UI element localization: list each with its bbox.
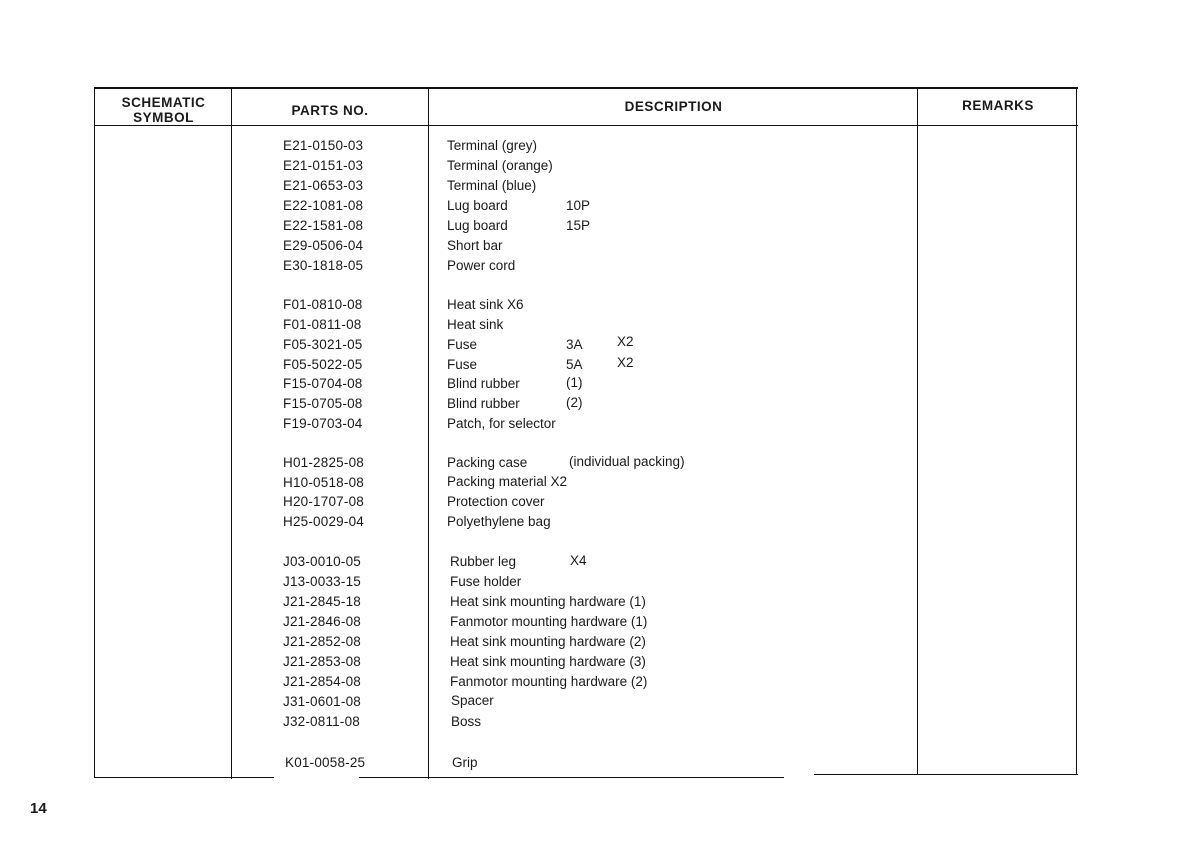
part-spec: 10P [566, 198, 591, 213]
part-spec: (individual packing) [569, 454, 685, 469]
part-description: Lug board [447, 198, 508, 213]
part-quantity: X2 [617, 334, 634, 349]
part-number: J13-0033-15 [283, 574, 362, 589]
part-description: Blind rubber [447, 396, 520, 411]
part-number: E22-1581-08 [283, 218, 364, 233]
part-description: Grip [452, 755, 478, 770]
part-spec: (1) [566, 375, 583, 390]
part-description: Lug board [447, 218, 508, 233]
part-description: Heat sink [447, 317, 504, 332]
part-spec: X4 [570, 553, 587, 568]
part-number: J32-0811-08 [283, 714, 361, 729]
bottom-border-middle [359, 777, 784, 778]
part-spec: 15P [566, 218, 591, 233]
part-description: Fanmotor mounting hardware (1) [450, 614, 648, 629]
part-number: E22-1081-08 [283, 198, 364, 213]
part-description: Fuse [447, 357, 478, 372]
part-description: Patch, for selector [447, 416, 556, 431]
bottom-border-right [814, 774, 1078, 775]
column-divider-parts [428, 87, 429, 779]
part-description: Power cord [447, 258, 516, 273]
header-parts-no: PARTS NO. [291, 103, 369, 118]
part-description: Spacer [451, 693, 494, 708]
parts-list-table [94, 87, 1078, 775]
part-description: Short bar [447, 238, 503, 253]
part-number: J03-0010-05 [283, 554, 362, 569]
bottom-border-left [94, 777, 274, 778]
part-description: Blind rubber [447, 376, 520, 391]
part-number: J21-2853-08 [283, 654, 362, 669]
part-number: E21-0151-03 [283, 158, 364, 173]
part-spec: 3A [566, 337, 583, 352]
part-description: Packing case [447, 455, 528, 470]
part-description: Rubber leg [450, 554, 517, 569]
part-number: E21-0150-03 [283, 138, 364, 153]
part-description: Heat sink mounting hardware (2) [450, 634, 646, 649]
part-number: J31-0601-08 [283, 694, 362, 709]
part-description: Fanmotor mounting hardware (2) [450, 674, 648, 689]
part-number: J21-2854-08 [283, 674, 362, 689]
part-description: Terminal (grey) [447, 138, 538, 153]
column-divider-right [1076, 87, 1077, 775]
header-remarks: REMARKS [962, 98, 1034, 113]
part-number: J21-2845-18 [283, 594, 362, 609]
part-number: F01-0810-08 [283, 297, 363, 312]
part-number: E29-0506-04 [283, 238, 364, 253]
table-top-border [94, 87, 1078, 89]
part-number: H01-2825-08 [283, 455, 365, 470]
part-number: E21-0653-03 [283, 178, 364, 193]
part-description: Heat sink mounting hardware (1) [450, 594, 646, 609]
header-divider [94, 125, 1078, 126]
part-description: Heat sink X6 [447, 297, 524, 312]
part-description: Packing material X2 [447, 474, 568, 489]
part-description: Protection cover [447, 494, 545, 509]
column-divider-symbol [231, 87, 232, 779]
part-number: F15-0704-08 [283, 376, 363, 391]
page-number: 14 [30, 800, 47, 817]
header-schematic-symbol [96, 95, 231, 125]
part-number: F05-5022-05 [283, 357, 363, 372]
part-description: Terminal (orange) [447, 158, 553, 173]
part-spec: (2) [566, 395, 583, 410]
column-divider-description [917, 87, 918, 775]
part-number: E30-1818-05 [283, 258, 364, 273]
part-description: Boss [451, 714, 482, 729]
part-description: Polyethylene bag [447, 514, 551, 529]
part-number: H25-0029-04 [283, 514, 365, 529]
part-quantity: X2 [617, 355, 634, 370]
part-number: J21-2846-08 [283, 614, 362, 629]
part-description: Fuse [447, 337, 478, 352]
part-spec: 5A [566, 357, 583, 372]
part-description: Terminal (blue) [447, 178, 537, 193]
part-number: H20-1707-08 [283, 494, 365, 509]
column-divider-left [94, 87, 95, 777]
header-description: DESCRIPTION [624, 99, 723, 114]
part-number: F01-0811-08 [283, 317, 362, 332]
part-number: H10-0518-08 [283, 475, 365, 490]
part-number: F19-0703-04 [283, 416, 363, 431]
part-number: J21-2852-08 [283, 634, 362, 649]
part-number: F15-0705-08 [283, 396, 363, 411]
part-number: F05-3021-05 [283, 337, 363, 352]
part-description: Fuse holder [450, 574, 522, 589]
header-symbol-line2: SYMBOL [133, 110, 194, 125]
header-symbol-line1: SCHEMATIC [121, 95, 206, 110]
part-number: K01-0058-25 [285, 755, 366, 770]
part-description: Heat sink mounting hardware (3) [450, 654, 646, 669]
